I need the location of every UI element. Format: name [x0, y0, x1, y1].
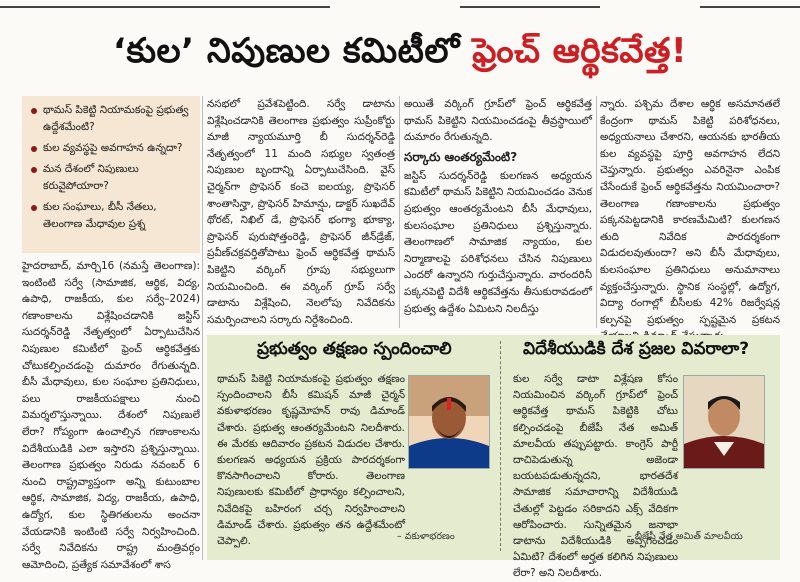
portrait-photo [408, 375, 490, 469]
person-icon [409, 376, 489, 468]
headline-quoted: ‘కుల’ [113, 31, 195, 71]
column-rule [596, 96, 597, 328]
article-text: నసభలో ప్రవేశపెట్టింది. సర్వే డాటాను విశ్లేషించడానికి తెలంగాణ ప్రభుత్వం సుప్రీంకోర్టు మాజీ న్యాయమూర్తి బీ సుదర్శన్‌రెడ్డి నేతృత్వంలో 11 మంది సభ్యుల స్వతంత్ర నిపుణుల బృందాన్ని ఏర్పాటుచేసింది. వైస్ చైర్మన్‌గా ప్రొఫెసర్ కంచె ఐలయ్య, ప్రొఫెసర్ శాంతాసిన్హా, ప్రొఫెసర్ హిమాన్షు, డాక్టర్ సుఖదేవ్ థోరట్, నిఖిల్ డే, ప్రొఫెసర్ భంగ్యా భూక్యా, ప్రొఫెసర్ పురుషోత్తంరెడ్డి, ప్రొఫెసర్ జీన్‌డ్రేజ్, ప్రవీణ్‌చక్రవర్తితోపాటు ఫ్రెంచ్ ఆర్థికవేత్త థామస్ పికెట్టిని వర్కింగ్ గ్రూపు సభ్యులుగా నియమించింది. ఈ వర్కింగ్ గ్రూప్ సర్వే డాటాను విశ్లేషించి, నెలలోపు నివేదికను సమర్పించాలని సర్కారు నిర్దేశించింది. [207, 98, 395, 326]
panel-right-title: విదేశీయుడికి దేశ ప్రజల వివరాలా? [523, 339, 750, 359]
column-rule [399, 96, 400, 328]
article-text: అయితే వర్కింగ్ గ్రూప్‌లో ఫ్రెంచ్ ఆర్థికవేత్త థామస్ పికెట్టిని నియమించడంపై తీవ్రస్థాయిలో దుమారం రేగుతున్నది. [404, 98, 592, 144]
subheading: సర్కారు ఆంతర్యమేంటి? [404, 149, 518, 164]
top-rule [0, 0, 800, 14]
article-column-2 [207, 96, 395, 328]
article-column-3 [404, 96, 592, 328]
highlight-item: కుల సంఘాలు, బీసీ నేతలు, తెలంగాణ మేధావుల ప్రశ్న [30, 199, 194, 233]
panel-divider [500, 341, 502, 551]
article-text: న్నారు. పశ్చిమ దేశాల ఆర్థిక అసమానతలే కేంద్రంగా థామస్ పికెట్టి పరిశోధనలు, అధ్యయనాలు చేశారని, ఆయనకు భారతీయ కుల వ్యవస్థపై పూర్తి అవగాహన లేదని చెప్తున్నారు. ప్రభుత్వం ఎవరినైనా ఎంపిక చేసేందుకే ఫ్రెంచ్ ఆర్థికవేత్తను నియమించారా? తెలంగాణ గణాంకాలను ప్రభుత్వం పక్కనపెట్టడానికి కారణమేమిటి? కులగణన తుది నివేదిక పారదర్శకంగా విడుదలవుతుందా? అని బీసీ మేధావులు, కులసంఘాల ప్రతినిధులు అనుమానాలు వ్యక్తంచేస్తున్నారు. స్థానిక సంస్థల్లో, ఉద్యోగ, విద్యా రంగాల్లో బీసీలకు 42% రిజర్వేషన్ల కల్పనపై ప్రభుత్వం స్పష్టమైన ప్రకటన [600, 98, 780, 326]
headline-part1: నిపుణుల కమిటీలో [194, 31, 473, 71]
panel-left-credit: – వకుళాభరణం [397, 531, 455, 542]
portrait-photo [683, 375, 765, 469]
person-icon [684, 376, 764, 468]
article-column-1 [22, 258, 200, 571]
column-rule [202, 96, 203, 560]
article-column-4 [600, 96, 780, 328]
highlights-box [22, 96, 200, 253]
article-text: హైదరాబాద్, మార్చి16 (నమస్తే తెలంగాణ): ఇంటింటి సర్వే (సామాజిక, ఆర్థిక, విద్య, ఉపాధి, రాజకీయ, కుల సర్వే–2024) గణాంకాలను విశ్లేషించడానికి జస్టిస్ సుదర్శన్‌రెడ్డి నేతృత్వంలో ఏర్పాటుచేసిన నిపుణుల కమిటీలో ఫ్రెంచ్ ఆర్థికవేత్తకు చోటుకల్పించడంపై దుమారం రేగుతున్నది. బీసీ మేధావులు, కుల సంఘాల ప్రతినిధులు, పలు రాజకీయపక్షాలు నుంచి విమర్శలొస్తున్నాయి. దేశంలో నిపుణులే లేరా? గోప్యంగా ఉంచాల్సిన గణాంకాలను విదేశీయుడికి ఎలా ఇస్తారని ప్రశ్నిస్తున్నాయి. తెలంగాణ ప్రభుత్వం నిరుడు నవంబర్ 6 నుంచి రాష్ట్రవ్యాప్తంగా అన్ని కుటుంబాల ఆర్థిక, సామాజిక, విద్య, రాజకీయ, ఉపాధి, ఉద్యోగ, కుల స్థితిగతులను అంచనా వేయడానికి ఇంటింటి సర్వే నిర్వహించింది. సర్వే నివేదికను రాష్ట్ర మంత్రివర్గం ఆమోదించి, ప్రత్యేక సమావేశంలో శాస [22, 260, 200, 571]
opinion-panel [207, 335, 780, 580]
panel-left-title: ప్రభుత్వం తక్షణం స్పందించాలి [257, 339, 452, 359]
headline [0, 20, 800, 82]
panel-right-credit: – బీజేపీ నేత అమిత్ మాలవీయ [627, 531, 743, 542]
highlight-item: థామస్ పికెట్టి నియామకంపై ప్రభుత్వ ఉద్దేశమేంటి? [30, 102, 194, 136]
highlight-item: మన దేశంలో నిపుణులు కరువైపోయారా? [30, 161, 194, 195]
highlight-item: కుల వ్యవస్థపై అవగాహన ఉన్నదా? [30, 140, 194, 157]
panel-left-text: థామస్ పికెట్టి నియామకంపై ప్రభుత్వం తక్షణం స్పందించాలని బీసీ కమిషన్ మాజీ చైర్మన్ వకుళాభరణం కృష్ణమోహన్ రావు డిమాండ్ చేశారు. ప్రభుత్వ ఆంతర్యమేంటని నిలదీశారు. ఈ మేరకు ఆదివారం ప్రకటన విడుదల చేశారు. కులగణన అధ్యయన ప్రక్రియ పారదర్శకంగా కొనసాగించాలని కోరారు. తెలంగాణ నిపుణులకు కమిటీలో ప్రాధాన్యం కల్పించాలని, నివేదికపై బహిరంగ చర్చ నిర్వహించాలని డిమాండ్ చేశారు. ప్రభుత్వం తన ఉద్దేశమేంటో చెప్పాలి. [217, 373, 405, 548]
panel-right-text: కుల సర్వే డాటా విశ్లేషణ కోసం నియమించిన వర్కింగ్ గ్రూప్‌లో ఫ్రెంచ్ ఆర్థికవేత్త థామస్ పికెట్టికి చోటు కల్పించడంపై బీజేపీ నేత అమిత్ మాలవీయ తప్పుపట్టారు. కాంగ్రెస్ పార్టీ దాచిపెడుతున్న అజెండా బయటపడుతున్నదని, భారతదేశ సామాజిక సమాచారాన్ని విదేశీయుడి చేతుల్లో పెట్టడం సరికాదని ఎక్స్ వేదికగా ఆరోపించారు. సున్నితమైన జనాభా డాటాను విదేశీయుడికి అప్పగించడం ఏమిటి? దేశంలో అర్హత కలిగిన నిపుణులు లేరా? అని నిలదీశారు. [513, 373, 678, 580]
article-text: జస్టిస్ సుదర్శన్‌రెడ్డి కులగణన అధ్యయన కమిటీలో థామస్ పికెట్టిని నియమించడం వెనుక ప్రభుత్వం ఆంతర్యమేంటని బీసీ మేధావులు, కులసంఘాల ప్రతినిధులు ప్రశ్నిస్తున్నారు. తెలంగాణలో సామాజిక న్యాయం, కుల నిర్మాణాలపై పరిశోధనలు చేసిన నిపుణులు ఎందరో ఉన్నారని గుర్తుచేస్తున్నారు. వారందరినీ పక్కనపెట్టి విదేశీ ఆర్థికవేత్తను తీసుకురావడంలో ప్రభుత్వ ఉద్దేశం ఏమిటని నిలదీస్తు [404, 169, 592, 315]
headline-highlight: ఫ్రెంచ్ ఆర్థికవేత్త! [472, 31, 687, 71]
